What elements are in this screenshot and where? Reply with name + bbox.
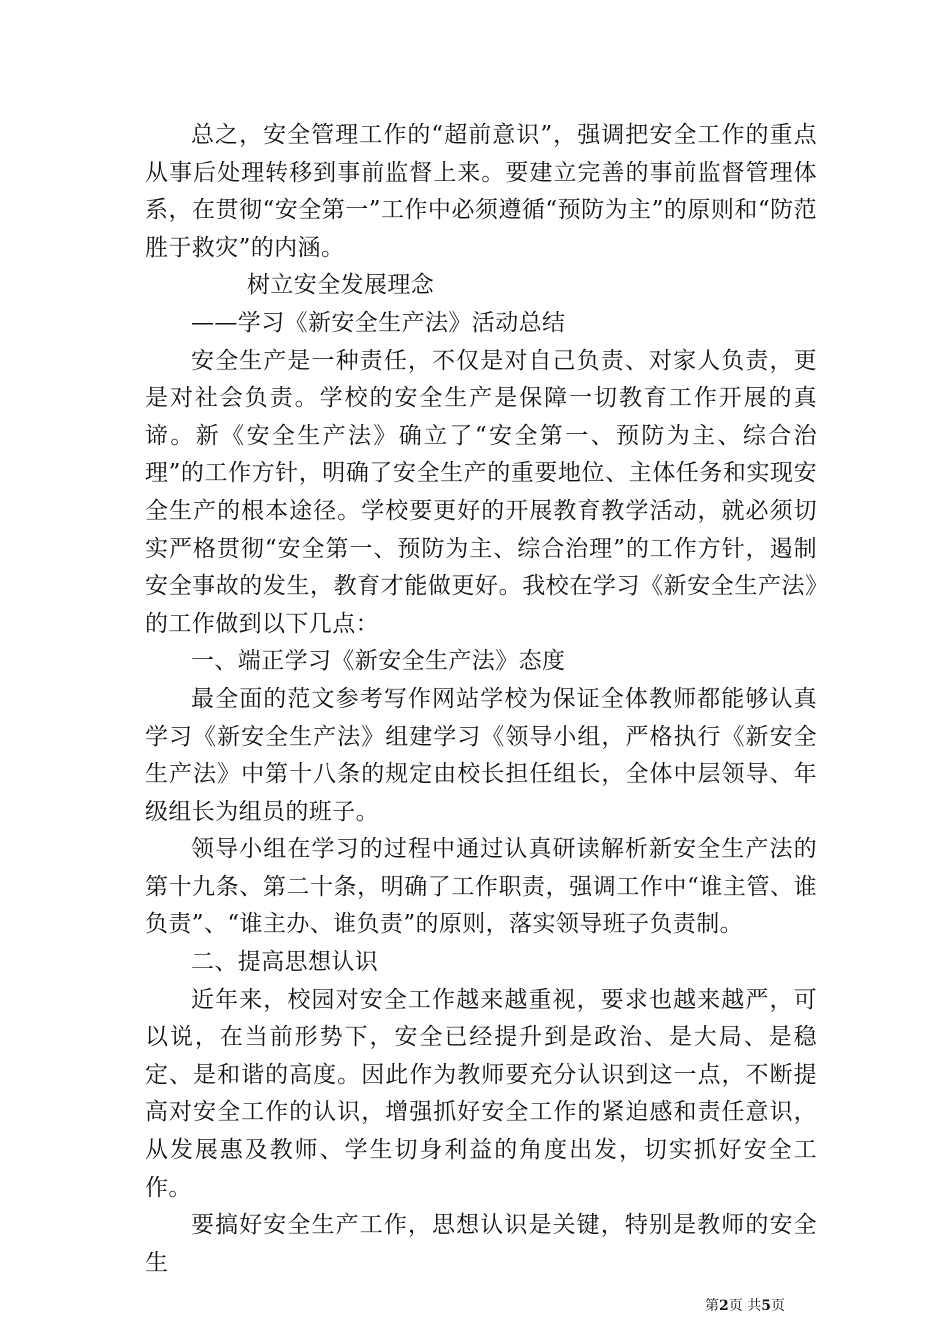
footer-page-number: 2 [719,1298,729,1314]
document-body [145,117,817,1282]
footer-prefix: 第 [705,1298,719,1314]
paragraph-section-2a: 近年来，校园对安全工作越来越重视，要求也越来越严，可以说，在当前形势下，安全已经提升到是政治、是大局、是稳定、是和谐的高度。因此作为教师要充分认识到这一点，不断提高对安全工作的认识，增强抓好安全工作的紧迫感和责任意识，从发展惠及教师、学生切身利益的角度出发，切实抓好安全工作。 [145,986,817,1201]
paragraph-section-2b: 要搞好安全生产工作，思想认识是关键，特别是教师的安全生 [145,1212,817,1276]
paragraph-section-1b: 领导小组在学习的过程中通过认真研读解析新安全生产法的第十九条、第二十条，明确了工作职责，强调工作中“谁主管、谁负责”、“谁主办、谁负责”的原则，落实领导班子负责制。 [145,836,817,938]
footer-total-pages: 5 [761,1298,771,1314]
paragraph-conclusion: 总之，安全管理工作的“超前意识”，强调把安全工作的重点从事后处理转移到事前监督上来。要建立完善的事前监督管理体系，在贯彻“安全第一”工作中必须遵循“预防为主”的原则和“防范胜于救灾”的内涵。 [145,122,817,261]
article-title: 树立安全发展理念 [247,272,435,299]
paragraph-intro: 安全生产是一种责任，不仅是对自己负责、对家人负责，更是对社会负责。学校的安全生产是保障一切教育工作开展的真谛。新《安全生产法》确立了“安全第一、预防为主、综合治理”的工作方针，明确了安全生产的重要地位、主体任务和实现安全生产的根本途径。学校要更好的开展教育教学活动，就必须切实严格贯彻“安全第一、预防为主、综合治理”的工作方针，遏制安全事故的发生，教育才能做更好。我校在学习《新安全生产法》的工作做到以下几点： [145,347,817,637]
footer-suffix: 页 [770,1298,785,1314]
paragraph-section-1a: 最全面的范文参考写作网站学校为保证全体教师都能够认真学习《新安全生产法》组建学习《领导小组，严格执行《新安全生产法》中第十八条的规定由校长担任组长，全体中层领导、年级组长为组员的班子。 [145,685,817,825]
page-footer [705,1297,785,1315]
article-subtitle: ——学习《新安全生产法》活动总结 [191,309,566,336]
section-heading-2: 二、提高思想认识 [191,949,379,976]
footer-middle: 页 共 [728,1298,762,1314]
section-heading-1: 一、端正学习《新安全生产法》态度 [191,648,566,675]
